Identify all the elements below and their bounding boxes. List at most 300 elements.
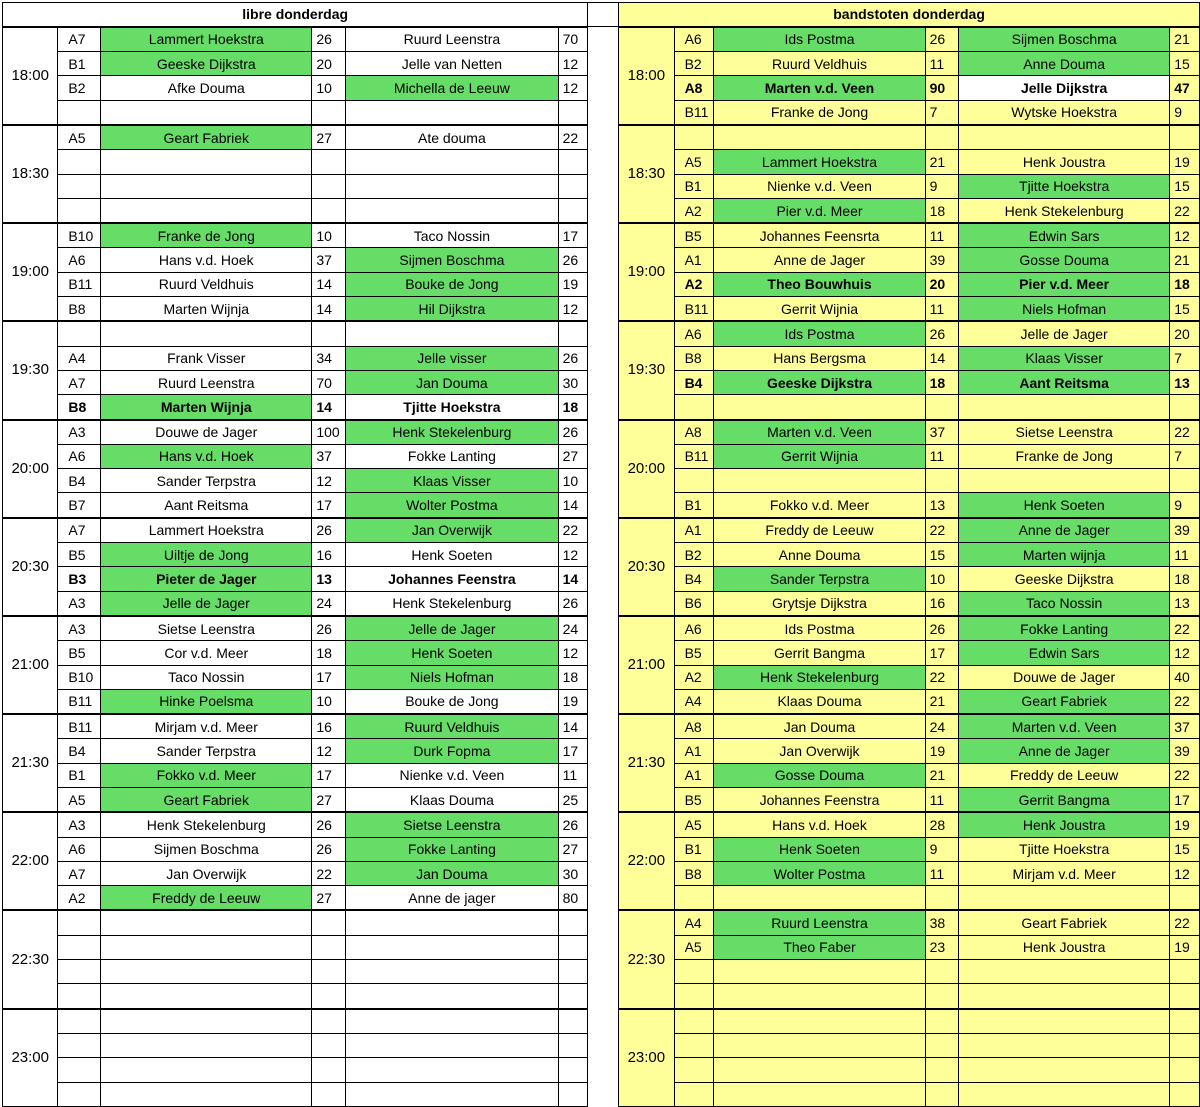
band-player-2: Jelle Dijkstra xyxy=(959,76,1170,100)
libre-player-2: Klaas Visser xyxy=(346,469,558,493)
libre-player-2: Jelle visser xyxy=(346,346,558,370)
band-time-slot: 22:00 xyxy=(619,812,674,910)
band-player-1: Wolter Postma xyxy=(714,861,925,885)
libre-score-2: 26 xyxy=(558,591,588,616)
libre-table-code xyxy=(58,1058,101,1082)
libre-player-2: Sietse Leenstra xyxy=(346,812,558,837)
libre-player-1: Fokko v.d. Meer xyxy=(101,763,312,787)
band-player-1: Gosse Douma xyxy=(714,763,925,787)
column-gap xyxy=(588,616,619,641)
band-score-2 xyxy=(1170,960,1200,984)
libre-time-slot: 18:30 xyxy=(3,125,58,223)
libre-score-1 xyxy=(312,100,346,125)
band-score-1 xyxy=(925,395,959,420)
libre-table-code: B8 xyxy=(58,395,101,420)
libre-table-code: A6 xyxy=(58,248,101,272)
libre-score-1 xyxy=(312,1082,346,1106)
libre-player-2: Sijmen Boschma xyxy=(346,248,558,272)
band-table-code: A4 xyxy=(674,910,714,935)
libre-player-1: Mirjam v.d. Meer xyxy=(101,714,312,739)
band-table-code xyxy=(674,1009,714,1034)
libre-score-2: 26 xyxy=(558,812,588,837)
schedule-row xyxy=(3,321,1200,346)
libre-table-code xyxy=(58,321,101,346)
libre-table-code: B10 xyxy=(58,223,101,248)
band-score-2: 12 xyxy=(1170,641,1200,665)
band-player-2: Sietse Leenstra xyxy=(959,420,1170,445)
band-player-2: Geart Fabriek xyxy=(959,910,1170,935)
band-table-code: B6 xyxy=(674,591,714,616)
libre-table-code: B1 xyxy=(58,52,101,76)
band-score-1: 18 xyxy=(925,198,959,223)
libre-player-1: Sietse Leenstra xyxy=(101,616,312,641)
band-table-code: B11 xyxy=(674,444,714,468)
libre-time-slot: 23:00 xyxy=(3,1009,58,1107)
column-gap xyxy=(588,395,619,420)
band-player-2: Tjitte Hoekstra xyxy=(959,174,1170,198)
libre-player-2: Hil Dijkstra xyxy=(346,297,558,322)
band-score-1 xyxy=(925,469,959,493)
band-player-1: Geeske Dijkstra xyxy=(714,370,925,394)
band-player-1 xyxy=(714,1009,925,1034)
libre-table-code xyxy=(58,100,101,125)
libre-score-2: 18 xyxy=(558,395,588,420)
libre-score-2: 14 xyxy=(558,567,588,591)
libre-player-1: Afke Douma xyxy=(101,76,312,100)
column-gap xyxy=(588,272,619,296)
band-score-2: 13 xyxy=(1170,591,1200,616)
band-player-2 xyxy=(959,984,1170,1009)
schedule-row xyxy=(3,1058,1200,1082)
band-player-2: Henk Joustra xyxy=(959,150,1170,174)
band-table-code: B11 xyxy=(674,297,714,322)
band-score-2 xyxy=(1170,886,1200,911)
column-gap xyxy=(588,444,619,468)
band-score-1: 26 xyxy=(925,321,959,346)
libre-table-code xyxy=(58,960,101,984)
libre-score-2: 24 xyxy=(558,616,588,641)
libre-player-1: Freddy de Leeuw xyxy=(101,886,312,911)
band-table-code xyxy=(674,1082,714,1106)
band-score-2: 22 xyxy=(1170,910,1200,935)
band-score-1: 21 xyxy=(925,763,959,787)
libre-player-1: Jelle de Jager xyxy=(101,591,312,616)
band-player-1: Johannes Feenstra xyxy=(714,788,925,813)
band-player-1: Nienke v.d. Veen xyxy=(714,174,925,198)
band-time-slot: 22:30 xyxy=(619,910,674,1008)
band-table-code: B5 xyxy=(674,641,714,665)
band-table-code xyxy=(674,1058,714,1082)
libre-player-1 xyxy=(101,1009,312,1034)
libre-score-1: 100 xyxy=(312,420,346,445)
schedule-row xyxy=(3,223,1200,248)
libre-player-2: Michella de Leeuw xyxy=(346,76,558,100)
libre-player-2 xyxy=(346,960,558,984)
schedule-row xyxy=(3,984,1200,1009)
libre-time-slot: 19:00 xyxy=(3,223,58,321)
band-score-2: 13 xyxy=(1170,370,1200,394)
band-score-2: 15 xyxy=(1170,174,1200,198)
band-table-code: A2 xyxy=(674,272,714,296)
libre-player-2: Jelle van Netten xyxy=(346,52,558,76)
band-table-code xyxy=(674,125,714,150)
band-score-1: 11 xyxy=(925,52,959,76)
libre-score-1: 37 xyxy=(312,248,346,272)
column-gap xyxy=(588,960,619,984)
schedule-row xyxy=(3,910,1200,935)
column-gap xyxy=(588,935,619,959)
band-score-2 xyxy=(1170,984,1200,1009)
schedule-row xyxy=(3,493,1200,518)
band-table-code: B4 xyxy=(674,370,714,394)
libre-score-2: 17 xyxy=(558,223,588,248)
schedule-table xyxy=(2,2,1200,1107)
libre-player-2 xyxy=(346,150,558,174)
libre-player-1: Sijmen Boschma xyxy=(101,837,312,861)
libre-player-2: Anne de jager xyxy=(346,886,558,911)
band-player-2: Geeske Dijkstra xyxy=(959,567,1170,591)
band-table-code: A6 xyxy=(674,321,714,346)
libre-player-2: Jelle de Jager xyxy=(346,616,558,641)
libre-player-2: Henk Stekelenburg xyxy=(346,420,558,445)
band-table-code: A5 xyxy=(674,935,714,959)
libre-score-1: 10 xyxy=(312,76,346,100)
band-score-1: 21 xyxy=(925,150,959,174)
band-player-2: Henk Joustra xyxy=(959,812,1170,837)
schedule-row xyxy=(3,76,1200,100)
libre-score-2: 27 xyxy=(558,444,588,468)
band-table-code: A2 xyxy=(674,198,714,223)
libre-player-1: Hans v.d. Hoek xyxy=(101,248,312,272)
libre-player-1: Geart Fabriek xyxy=(101,125,312,150)
libre-score-1: 18 xyxy=(312,641,346,665)
band-player-1 xyxy=(714,1058,925,1082)
band-player-2: Douwe de Jager xyxy=(959,665,1170,689)
libre-score-1: 16 xyxy=(312,543,346,567)
band-player-1 xyxy=(714,886,925,911)
band-player-2: Henk Stekelenburg xyxy=(959,198,1170,223)
schedule-row xyxy=(3,198,1200,223)
band-score-2: 39 xyxy=(1170,518,1200,543)
libre-table-code: A4 xyxy=(58,346,101,370)
column-gap xyxy=(588,739,619,763)
band-player-2: Fokke Lanting xyxy=(959,616,1170,641)
libre-player-2 xyxy=(346,910,558,935)
column-gap xyxy=(588,27,619,52)
band-score-2: 40 xyxy=(1170,665,1200,689)
libre-player-1 xyxy=(101,1082,312,1106)
libre-score-1 xyxy=(312,960,346,984)
column-gap xyxy=(588,812,619,837)
band-player-2: Sijmen Boschma xyxy=(959,27,1170,52)
band-table-code: A1 xyxy=(674,518,714,543)
libre-table-code: B10 xyxy=(58,665,101,689)
libre-score-2: 30 xyxy=(558,370,588,394)
band-table-code: B4 xyxy=(674,567,714,591)
libre-score-1: 14 xyxy=(312,297,346,322)
band-player-1: Ids Postma xyxy=(714,616,925,641)
band-score-2 xyxy=(1170,395,1200,420)
band-table-code: A1 xyxy=(674,763,714,787)
band-time-slot: 21:30 xyxy=(619,714,674,812)
schedule-row xyxy=(3,1033,1200,1057)
band-score-1: 28 xyxy=(925,812,959,837)
schedule-row xyxy=(3,150,1200,174)
libre-score-1: 37 xyxy=(312,444,346,468)
schedule-row xyxy=(3,297,1200,322)
band-player-1 xyxy=(714,1082,925,1106)
schedule-row xyxy=(3,174,1200,198)
libre-player-1 xyxy=(101,100,312,125)
libre-player-1: Geart Fabriek xyxy=(101,788,312,813)
band-score-1 xyxy=(925,886,959,911)
band-score-2 xyxy=(1170,1009,1200,1034)
libre-table-code: B3 xyxy=(58,567,101,591)
band-player-1: Klaas Douma xyxy=(714,689,925,714)
band-score-1: 38 xyxy=(925,910,959,935)
band-table-code xyxy=(674,469,714,493)
libre-player-2: Fokke Lanting xyxy=(346,444,558,468)
libre-player-2 xyxy=(346,984,558,1009)
column-gap xyxy=(588,370,619,394)
band-player-1: Anne de Jager xyxy=(714,248,925,272)
libre-score-2: 25 xyxy=(558,788,588,813)
schedule-row xyxy=(3,739,1200,763)
libre-score-2: 11 xyxy=(558,763,588,787)
libre-score-2 xyxy=(558,174,588,198)
column-gap xyxy=(588,984,619,1009)
title-gap xyxy=(588,3,619,27)
libre-player-1: Hinke Poelsma xyxy=(101,689,312,714)
column-gap xyxy=(588,1033,619,1057)
band-score-2: 12 xyxy=(1170,861,1200,885)
libre-table-code: B5 xyxy=(58,641,101,665)
band-score-1: 20 xyxy=(925,272,959,296)
column-gap xyxy=(588,714,619,739)
band-table-code: B1 xyxy=(674,837,714,861)
band-time-slot: 23:00 xyxy=(619,1009,674,1107)
libre-player-1: Sander Terpstra xyxy=(101,469,312,493)
column-gap xyxy=(588,591,619,616)
libre-player-1: Marten Wijnja xyxy=(101,395,312,420)
libre-player-1 xyxy=(101,150,312,174)
schedule-row xyxy=(3,567,1200,591)
libre-score-1: 12 xyxy=(312,739,346,763)
libre-player-2: Henk Soeten xyxy=(346,641,558,665)
column-gap xyxy=(588,1082,619,1106)
libre-table-code: B5 xyxy=(58,543,101,567)
libre-player-2: Nienke v.d. Veen xyxy=(346,763,558,787)
libre-score-1 xyxy=(312,935,346,959)
libre-score-1: 22 xyxy=(312,861,346,885)
libre-player-2: Tjitte Hoekstra xyxy=(346,395,558,420)
band-player-1 xyxy=(714,984,925,1009)
column-gap xyxy=(588,567,619,591)
band-player-1 xyxy=(714,469,925,493)
libre-score-1: 10 xyxy=(312,223,346,248)
libre-player-1: Aant Reitsma xyxy=(101,493,312,518)
band-player-1: Hans v.d. Hoek xyxy=(714,812,925,837)
column-gap xyxy=(588,837,619,861)
libre-player-1: Sander Terpstra xyxy=(101,739,312,763)
band-player-1: Ruurd Leenstra xyxy=(714,910,925,935)
band-player-1: Hans Bergsma xyxy=(714,346,925,370)
libre-score-1: 20 xyxy=(312,52,346,76)
band-score-2: 7 xyxy=(1170,444,1200,468)
libre-player-2: Henk Stekelenburg xyxy=(346,591,558,616)
libre-player-2 xyxy=(346,935,558,959)
band-player-1: Freddy de Leeuw xyxy=(714,518,925,543)
schedule-row xyxy=(3,960,1200,984)
band-player-1: Sander Terpstra xyxy=(714,567,925,591)
band-player-1: Grytsje Dijkstra xyxy=(714,591,925,616)
libre-table-code: A6 xyxy=(58,837,101,861)
libre-score-2: 26 xyxy=(558,346,588,370)
band-score-1: 10 xyxy=(925,567,959,591)
libre-score-2: 14 xyxy=(558,493,588,518)
column-gap xyxy=(588,861,619,885)
schedule-row xyxy=(3,763,1200,787)
libre-score-1 xyxy=(312,321,346,346)
libre-table-code: B1 xyxy=(58,763,101,787)
libre-score-1: 26 xyxy=(312,616,346,641)
libre-table-code: B4 xyxy=(58,739,101,763)
column-gap xyxy=(588,1058,619,1082)
libre-player-2: Klaas Douma xyxy=(346,788,558,813)
column-gap xyxy=(588,469,619,493)
band-player-1: Gerrit Bangma xyxy=(714,641,925,665)
libre-score-2: 17 xyxy=(558,739,588,763)
libre-score-1: 17 xyxy=(312,493,346,518)
libre-score-1: 70 xyxy=(312,370,346,394)
band-time-slot: 18:00 xyxy=(619,27,674,125)
libre-table-code: A3 xyxy=(58,591,101,616)
band-player-2: Marten v.d. Veen xyxy=(959,714,1170,739)
libre-table-code: B8 xyxy=(58,297,101,322)
schedule-row xyxy=(3,420,1200,445)
libre-score-2: 19 xyxy=(558,272,588,296)
band-table-code: A8 xyxy=(674,420,714,445)
libre-table-code: B11 xyxy=(58,714,101,739)
libre-score-2: 12 xyxy=(558,76,588,100)
band-time-slot: 20:30 xyxy=(619,518,674,616)
libre-player-1: Geeske Dijkstra xyxy=(101,52,312,76)
libre-score-1: 24 xyxy=(312,591,346,616)
band-player-2: Marten wijnja xyxy=(959,543,1170,567)
band-player-1: Ids Postma xyxy=(714,321,925,346)
band-table-code: B2 xyxy=(674,52,714,76)
libre-score-2 xyxy=(558,935,588,959)
band-player-2: Henk Joustra xyxy=(959,935,1170,959)
schedule-row xyxy=(3,861,1200,885)
libre-table-code xyxy=(58,1033,101,1057)
band-player-2: Anne de Jager xyxy=(959,739,1170,763)
libre-player-1 xyxy=(101,198,312,223)
libre-player-2: Niels Hofman xyxy=(346,665,558,689)
libre-score-1: 27 xyxy=(312,886,346,911)
schedule-row xyxy=(3,469,1200,493)
band-player-2: Anne de Jager xyxy=(959,518,1170,543)
libre-score-1 xyxy=(312,1009,346,1034)
libre-player-1: Ruurd Veldhuis xyxy=(101,272,312,296)
schedule-row xyxy=(3,395,1200,420)
column-gap xyxy=(588,346,619,370)
libre-player-1: Franke de Jong xyxy=(101,223,312,248)
band-table-code: B2 xyxy=(674,543,714,567)
libre-table-code xyxy=(58,174,101,198)
column-gap xyxy=(588,76,619,100)
libre-player-2: Henk Soeten xyxy=(346,543,558,567)
column-gap xyxy=(588,198,619,223)
band-player-2 xyxy=(959,469,1170,493)
libre-score-1: 27 xyxy=(312,125,346,150)
schedule-row xyxy=(3,125,1200,150)
libre-score-2 xyxy=(558,910,588,935)
libre-player-1: Ruurd Leenstra xyxy=(101,370,312,394)
band-table-code: A8 xyxy=(674,76,714,100)
band-score-1: 15 xyxy=(925,543,959,567)
libre-player-2: Durk Fopma xyxy=(346,739,558,763)
libre-score-1: 27 xyxy=(312,788,346,813)
libre-table-code: B7 xyxy=(58,493,101,518)
band-player-2: Niels Hofman xyxy=(959,297,1170,322)
band-score-1: 39 xyxy=(925,248,959,272)
band-player-1: Ruurd Veldhuis xyxy=(714,52,925,76)
libre-player-1: Cor v.d. Meer xyxy=(101,641,312,665)
libre-time-slot: 22:00 xyxy=(3,812,58,910)
libre-player-1: Taco Nossin xyxy=(101,665,312,689)
band-player-2 xyxy=(959,886,1170,911)
schedule-row xyxy=(3,886,1200,911)
column-gap xyxy=(588,689,619,714)
band-score-2 xyxy=(1170,1033,1200,1057)
band-player-2 xyxy=(959,1058,1170,1082)
libre-table-code: A7 xyxy=(58,518,101,543)
column-gap xyxy=(588,100,619,125)
libre-table-code: A7 xyxy=(58,370,101,394)
band-player-2: Franke de Jong xyxy=(959,444,1170,468)
band-score-2: 47 xyxy=(1170,76,1200,100)
band-score-2: 18 xyxy=(1170,272,1200,296)
band-score-2: 22 xyxy=(1170,198,1200,223)
band-table-code: A6 xyxy=(674,616,714,641)
band-player-2: Henk Soeten xyxy=(959,493,1170,518)
libre-score-1: 10 xyxy=(312,689,346,714)
libre-score-1: 26 xyxy=(312,837,346,861)
libre-table-code: B11 xyxy=(58,689,101,714)
libre-score-1: 26 xyxy=(312,27,346,52)
libre-table-code: A5 xyxy=(58,125,101,150)
libre-score-2 xyxy=(558,984,588,1009)
libre-player-2 xyxy=(346,1082,558,1106)
band-score-2: 22 xyxy=(1170,616,1200,641)
band-player-1: Henk Stekelenburg xyxy=(714,665,925,689)
band-player-2: Edwin Sars xyxy=(959,641,1170,665)
band-player-1: Franke de Jong xyxy=(714,100,925,125)
column-gap xyxy=(588,174,619,198)
libre-score-2: 80 xyxy=(558,886,588,911)
band-score-2: 22 xyxy=(1170,763,1200,787)
band-score-1 xyxy=(925,1033,959,1057)
band-title: bandstoten donderdag xyxy=(619,3,1200,27)
libre-table-code: A3 xyxy=(58,420,101,445)
libre-time-slot: 21:00 xyxy=(3,616,58,714)
libre-player-2 xyxy=(346,198,558,223)
libre-score-2 xyxy=(558,1058,588,1082)
libre-table-code: A6 xyxy=(58,444,101,468)
libre-score-2 xyxy=(558,1033,588,1057)
band-table-code: A1 xyxy=(674,739,714,763)
